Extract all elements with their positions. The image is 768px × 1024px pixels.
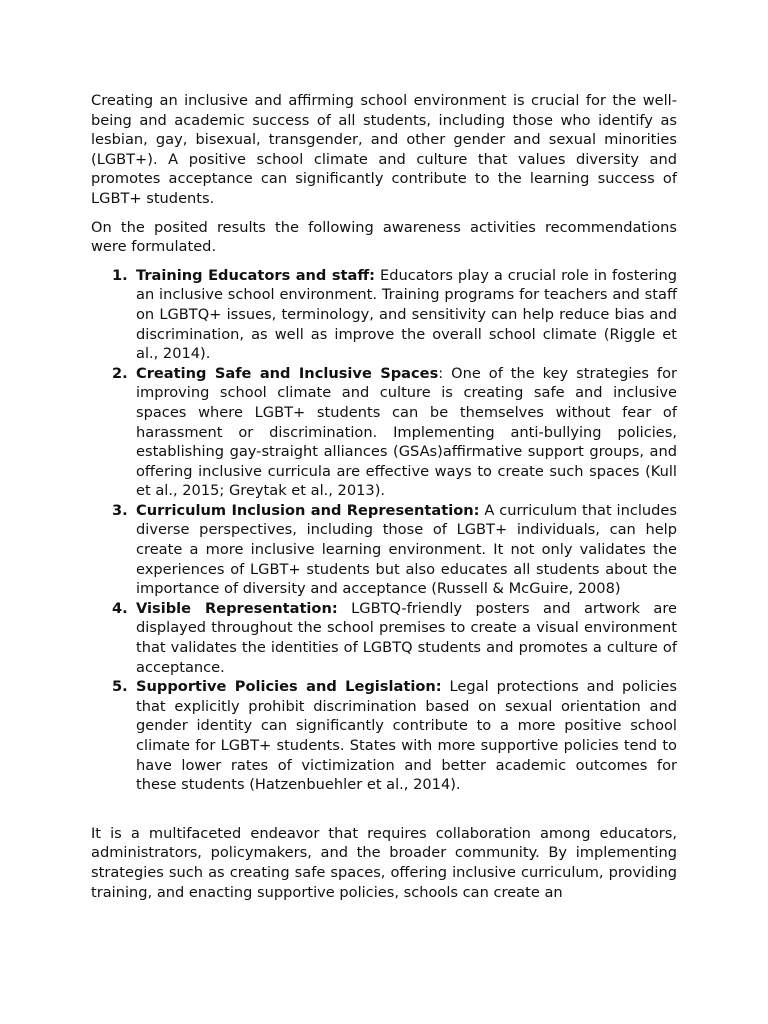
list-item-text: Legal protections and policies that explicitly prohibit discrimination based on sexual orientation and gender identity can significantly contribute to a more positive school climate for LGBT+ students. States with more supportive policies tend to have lower rates of victimization and better academic outcomes for these students (Hatzenbuehler et al., 2014).	[136, 678, 677, 794]
list-item	[91, 599, 677, 677]
list-item-text: LGBTQ-friendly posters and artwork are displayed throughout the school premises to create a visual environment that validates the identities of LGBTQ students and promotes a culture of acceptance.	[136, 599, 677, 676]
closing-paragraph: It is a multifaceted endeavor that requires collaboration among educators, administrators, policymakers, and the broader community. By implementing strategies such as creating safe spaces, offering inclusive curriculum, providing training, and enacting supportive policies, schools can create an	[91, 824, 677, 901]
recommendations-list	[91, 266, 677, 795]
list-item-text: : One of the key strategies for improving school climate and culture is creating safe and inclusive spaces where LGBT+ students can be themselves without fear of harassment or discrimination. Implementing anti-bullying policies, establishing gay-straight alliances (GSAs)affirmative support groups, and offering inclusive curricula are effective ways to create such spaces (Kull et al., 2015; Greytak et al., 2013).	[136, 364, 677, 500]
list-item	[91, 266, 677, 364]
list-item-term: Supportive Policies and Legislation:	[136, 678, 442, 696]
list-item	[91, 677, 677, 795]
list-item-text: Educators play a crucial role in fostering an inclusive school environment. Training programs for teachers and staff on LGBTQ+ issues, terminology, and sensitivity can help reduce bias and discrimination, as well as improve the overall school climate (Riggle et al., 2014).	[136, 266, 677, 363]
list-item	[91, 364, 677, 501]
list-item-text: A curriculum that includes diverse perspectives, including those of LGBT+ individuals, can help create a more inclusive learning environment. It not only validates the experiences of LGBT+ students but also educates all students about the importance of diversity and acceptance (Russell & McGuire, 2008)	[136, 501, 677, 598]
list-item-term: Training Educators and staff:	[136, 266, 375, 284]
list-item-term: Curriculum Inclusion and Representation:	[136, 501, 480, 519]
list-item-number: 2.	[112, 364, 128, 382]
list-item-number: 4.	[112, 599, 128, 617]
intro-paragraph: Creating an inclusive and affirming school environment is crucial for the well-being and academic success of all students, including those who identify as lesbian, gay, bisexual, transgender, and other gender and sexual minorities (LGBT+). A positive school climate and culture that values diversity and promotes acceptance can significantly contribute to the learning success of LGBT+ students.	[91, 92, 677, 207]
lead-paragraph: On the posited results the following awareness activities recommendations were formulated.	[91, 218, 677, 256]
list-item-number: 5.	[112, 678, 128, 696]
list-item-term: Creating Safe and Inclusive Spaces	[136, 364, 439, 382]
list-item-term: Visible Representation:	[136, 599, 338, 617]
list-item-number: 3.	[112, 501, 128, 519]
list-item-number: 1.	[112, 266, 128, 284]
document-page	[91, 91, 677, 902]
list-item	[91, 501, 677, 599]
